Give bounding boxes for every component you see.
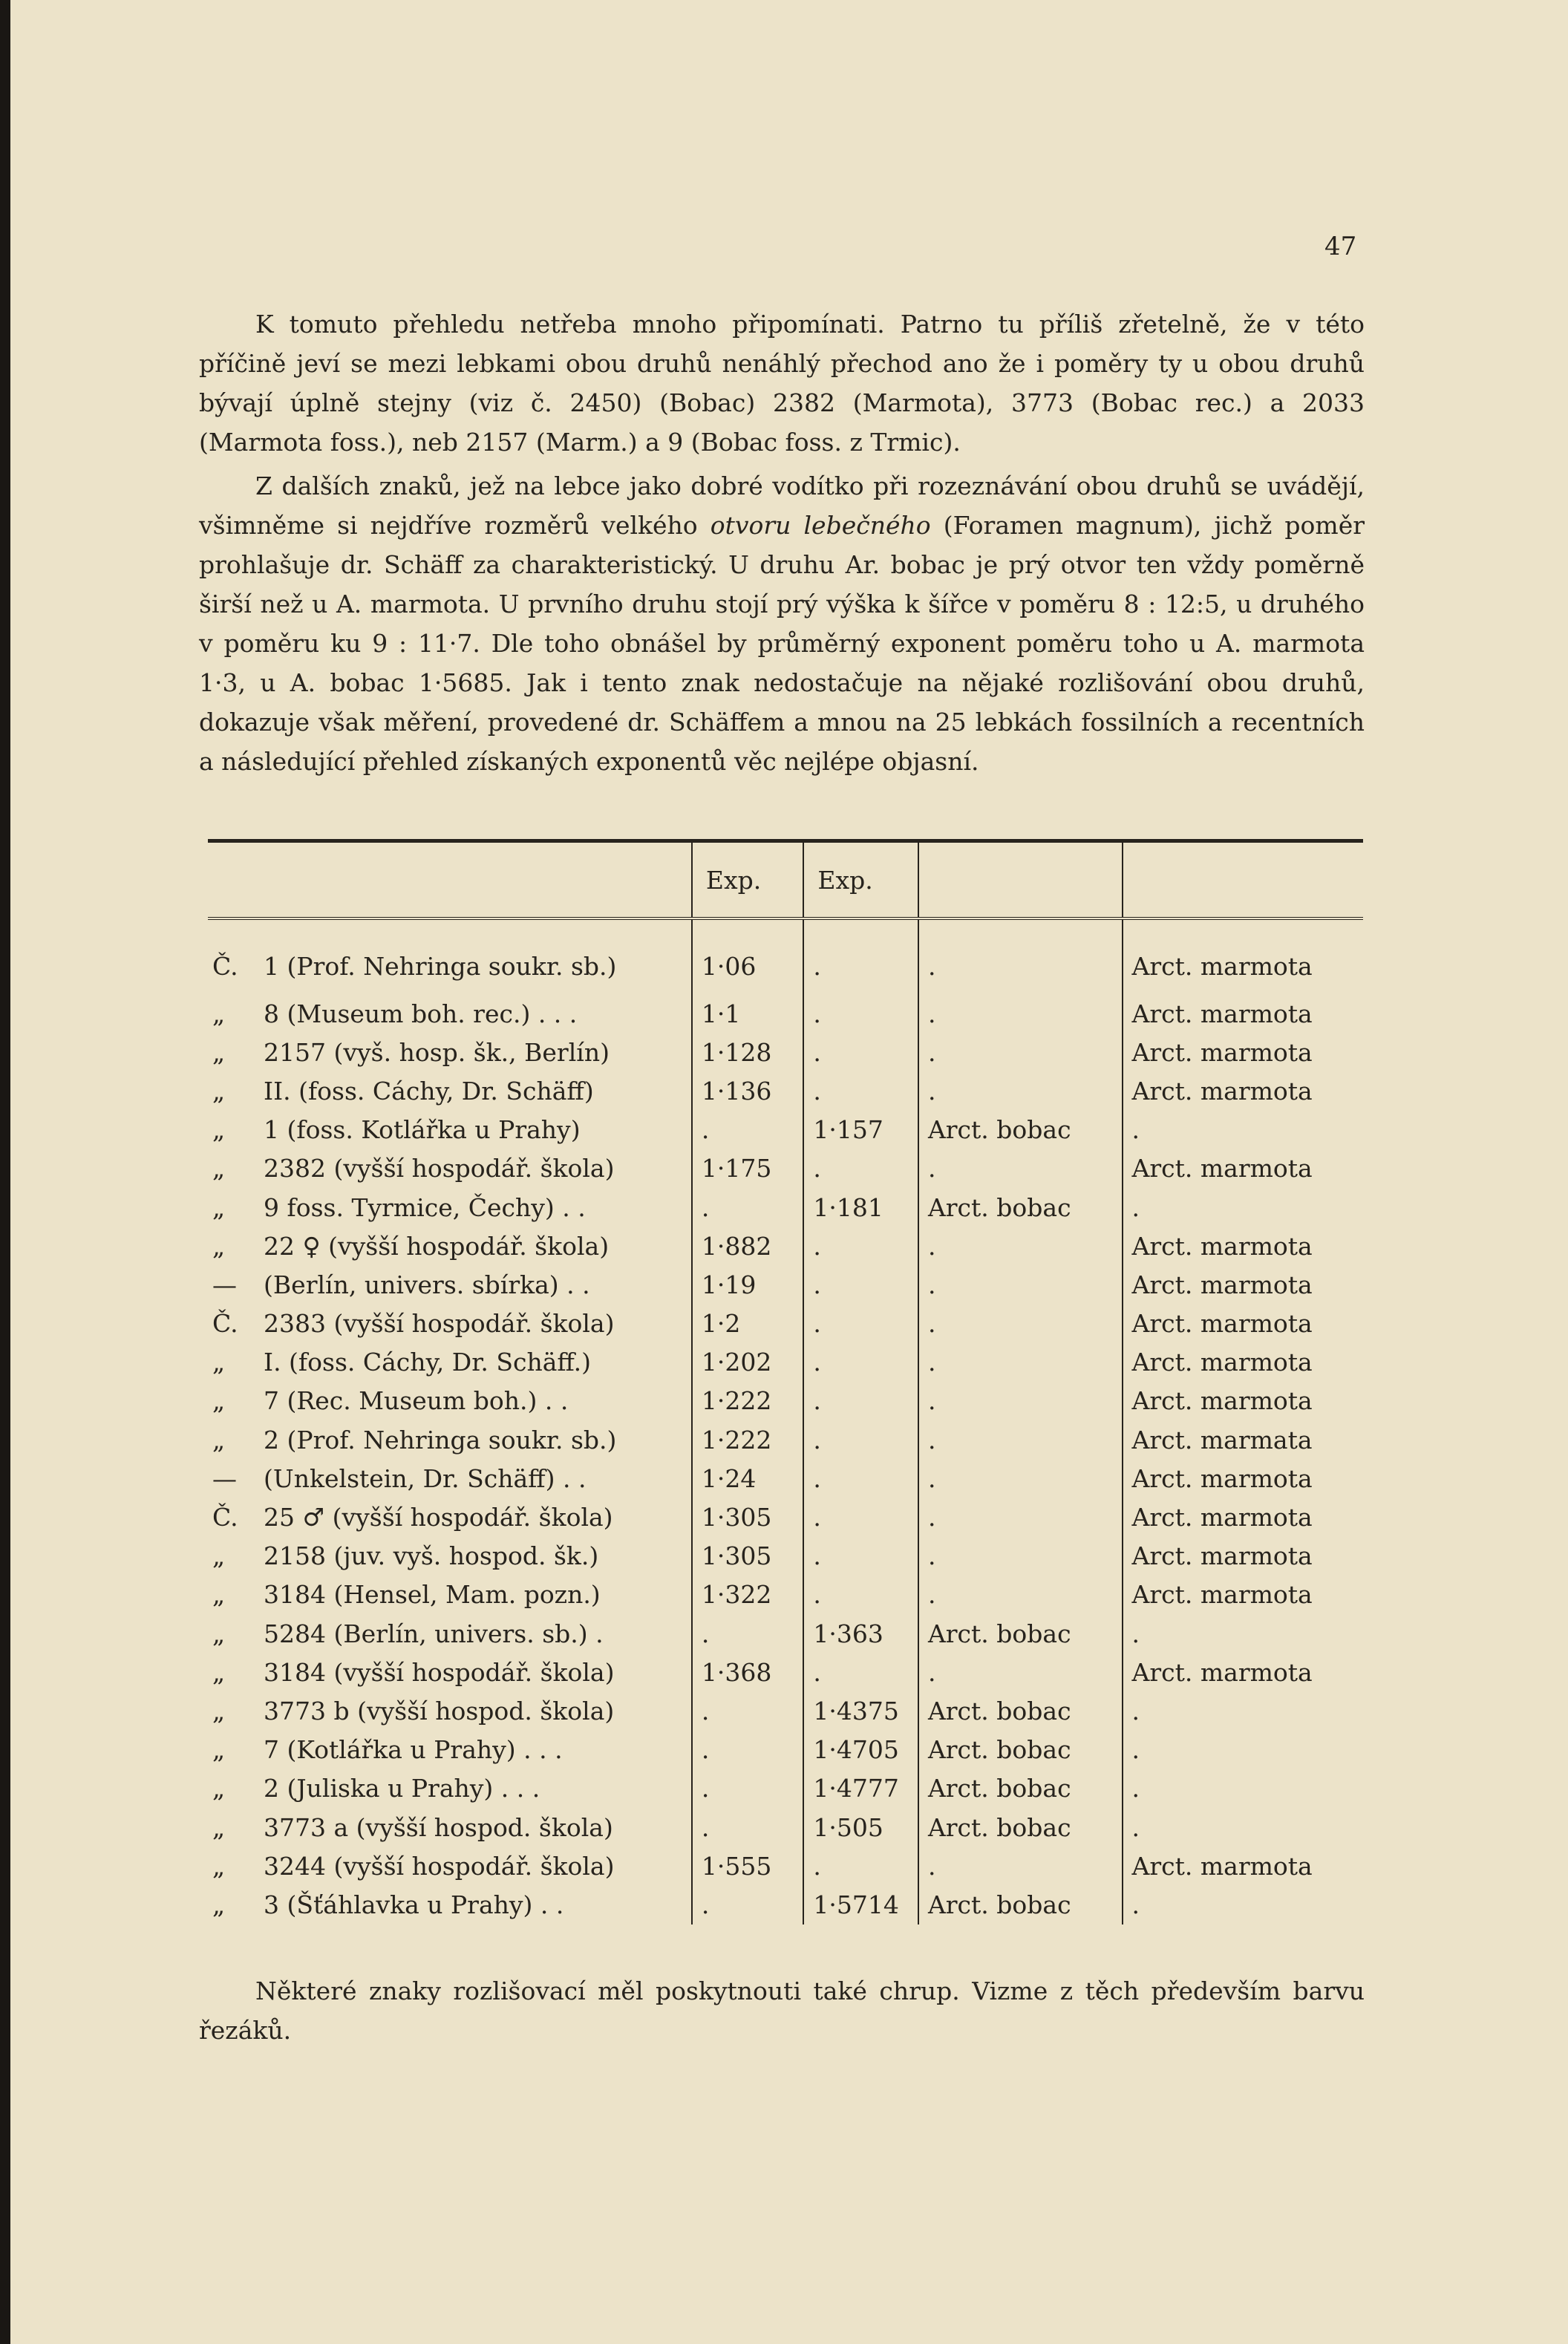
measurements-table-wrap <box>208 839 1363 1925</box>
table-row <box>208 1033 1363 1071</box>
row-prefix: — <box>212 1270 237 1299</box>
table-row <box>208 1537 1363 1576</box>
row-species-bobac: Arct. bobac <box>918 1691 1123 1730</box>
row-species-bobac: Arct. bobac <box>918 1614 1123 1653</box>
row-description: 1 (foss. Kotlářka u Prahy) <box>264 1115 581 1145</box>
row-prefix: Č. <box>212 1309 238 1339</box>
row-prefix: „ <box>212 1348 226 1377</box>
row-exp-1: 1·19 <box>692 1265 804 1304</box>
row-description: 2157 (vyš. hosp. šk., Berlín) <box>264 1037 610 1067</box>
row-exp-1: . <box>692 1111 804 1149</box>
header-blank-2 <box>255 843 692 918</box>
row-prefix: „ <box>212 1735 226 1765</box>
row-description: 3773 b (vyšší hospod. škola) <box>264 1696 615 1726</box>
row-species-bobac: . <box>918 1343 1123 1382</box>
paragraph-2 <box>199 466 1365 781</box>
row-species-marmota: . <box>1123 1769 1363 1808</box>
row-species-bobac: . <box>918 1576 1123 1614</box>
row-description: 2382 (vyšší hospodář. škola) <box>264 1154 615 1184</box>
row-exp-2: 1·181 <box>803 1188 918 1227</box>
row-species-bobac: Arct. bobac <box>918 1808 1123 1847</box>
row-species-bobac: Arct. bobac <box>918 1885 1123 1924</box>
row-exp-1: 1·368 <box>692 1653 804 1691</box>
page <box>10 0 1568 2344</box>
header-blank-4 <box>1123 843 1363 918</box>
row-prefix: „ <box>212 1657 226 1687</box>
header-exp-2: Exp. <box>803 843 918 918</box>
row-exp-2: . <box>803 1420 918 1459</box>
table-row <box>208 1111 1363 1149</box>
table-row <box>208 918 1363 994</box>
row-prefix: „ <box>212 1154 226 1184</box>
row-prefix: „ <box>212 1231 226 1261</box>
row-prefix: „ <box>212 1425 226 1455</box>
row-prefix: Č. <box>212 1503 238 1532</box>
table-row <box>208 1653 1363 1691</box>
body-text <box>199 304 1365 781</box>
row-species-marmota: . <box>1123 1731 1363 1769</box>
row-species-bobac: . <box>918 1382 1123 1420</box>
row-exp-2: . <box>803 918 918 994</box>
row-exp-1: 1·175 <box>692 1149 804 1188</box>
row-description: 3184 (Hensel, Mam. pozn.) <box>264 1580 601 1610</box>
row-species-bobac: . <box>918 1420 1123 1459</box>
table-row <box>208 1265 1363 1304</box>
row-description: (Berlín, univers. sbírka) . . <box>264 1270 590 1299</box>
row-species-bobac: . <box>918 1459 1123 1498</box>
row-exp-2: . <box>803 1265 918 1304</box>
row-species-bobac: Arct. bobac <box>918 1188 1123 1227</box>
row-description: 2383 (vyšší hospodář. škola) <box>264 1309 615 1339</box>
page-number: 47 <box>1324 232 1357 261</box>
row-species-marmota: Arct. marmota <box>1123 1537 1363 1576</box>
row-prefix: „ <box>212 1115 226 1145</box>
row-exp-1: 1·555 <box>692 1847 804 1885</box>
row-species-marmota: Arct. marmota <box>1123 1576 1363 1614</box>
closing-paragraph: Některé znaky rozlišovací měl poskytnouti také chrup. Vizme z těch především barvu řezáků. <box>199 1976 1365 2045</box>
row-species-bobac: Arct. bobac <box>918 1769 1123 1808</box>
row-description: II. (foss. Cáchy, Dr. Schäff) <box>264 1076 594 1106</box>
row-species-marmota: . <box>1123 1111 1363 1149</box>
row-species-bobac: Arct. bobac <box>918 1111 1123 1149</box>
row-description: 25 ♂ (vyšší hospodář. škola) <box>264 1503 613 1532</box>
measurements-table <box>208 839 1363 1925</box>
row-prefix: „ <box>212 1037 226 1067</box>
row-species-marmota: Arct. marmota <box>1123 994 1363 1033</box>
table-row <box>208 1382 1363 1420</box>
row-exp-2: . <box>803 1653 918 1691</box>
row-species-marmota: Arct. marmota <box>1123 1265 1363 1304</box>
row-species-marmota: . <box>1123 1885 1363 1924</box>
row-species-bobac: . <box>918 1071 1123 1110</box>
row-species-bobac: . <box>918 1847 1123 1885</box>
row-species-marmota: . <box>1123 1188 1363 1227</box>
table-row <box>208 1691 1363 1730</box>
row-exp-2: 1·363 <box>803 1614 918 1653</box>
row-description: 8 (Museum boh. rec.) . . . <box>264 999 578 1028</box>
row-species-marmota: . <box>1123 1691 1363 1730</box>
row-species-bobac: . <box>918 1227 1123 1265</box>
table-row <box>208 1188 1363 1227</box>
row-description: 7 (Rec. Museum boh.) . . <box>264 1386 569 1416</box>
row-prefix: „ <box>212 1774 226 1803</box>
row-prefix: „ <box>212 1890 226 1919</box>
row-description: 22 ♀ (vyšší hospodář. škola) <box>264 1231 610 1261</box>
row-prefix: — <box>212 1463 237 1493</box>
row-exp-1: 1·2 <box>692 1305 804 1343</box>
row-exp-2: . <box>803 1227 918 1265</box>
row-species-bobac: . <box>918 1149 1123 1188</box>
table-row <box>208 1769 1363 1808</box>
row-exp-1: . <box>692 1731 804 1769</box>
table-row <box>208 1227 1363 1265</box>
row-prefix: „ <box>212 1696 226 1726</box>
row-description: 7 (Kotlářka u Prahy) . . . <box>264 1735 563 1765</box>
row-exp-1: 1·24 <box>692 1459 804 1498</box>
row-exp-2: . <box>803 1498 918 1536</box>
paragraph-2-part-a: Z dalších znaků, jež na lebce jako dobré vodítko při rozeznávání obou druhů se uvádějí, všimněme si nejdříve rozměrů velkého <box>199 471 1365 540</box>
row-exp-1: 1·06 <box>692 918 804 994</box>
table-row <box>208 1614 1363 1653</box>
row-species-marmota: Arct. marmota <box>1123 1343 1363 1382</box>
row-exp-2: 1·4375 <box>803 1691 918 1730</box>
row-exp-1: 1·305 <box>692 1498 804 1536</box>
row-exp-2: . <box>803 1537 918 1576</box>
row-species-marmota: Arct. marmota <box>1123 1227 1363 1265</box>
row-species-marmota: Arct. marmota <box>1123 1847 1363 1885</box>
table-row <box>208 1071 1363 1110</box>
row-description: 3184 (vyšší hospodář. škola) <box>264 1657 615 1687</box>
row-prefix: „ <box>212 1580 226 1610</box>
row-exp-2: 1·157 <box>803 1111 918 1149</box>
row-species-marmota: Arct. marmata <box>1123 1420 1363 1459</box>
table-row <box>208 1343 1363 1382</box>
row-exp-2: . <box>803 1343 918 1382</box>
row-exp-1: 1·305 <box>692 1537 804 1576</box>
table-row <box>208 1731 1363 1769</box>
row-description: (Unkelstein, Dr. Schäff) . . <box>264 1463 587 1493</box>
row-exp-2: . <box>803 1033 918 1071</box>
row-exp-2: 1·4705 <box>803 1731 918 1769</box>
row-species-bobac: . <box>918 1265 1123 1304</box>
table-row <box>208 994 1363 1033</box>
row-exp-1: . <box>692 1188 804 1227</box>
row-description: 3 (Šťáhlavka u Prahy) . . <box>264 1890 564 1919</box>
row-species-bobac: . <box>918 994 1123 1033</box>
row-prefix: „ <box>212 1851 226 1881</box>
table-row <box>208 1149 1363 1188</box>
row-species-marmota: Arct. marmota <box>1123 1033 1363 1071</box>
row-species-bobac: . <box>918 1498 1123 1536</box>
row-exp-2: . <box>803 1847 918 1885</box>
row-prefix: „ <box>212 1812 226 1842</box>
row-exp-1: . <box>692 1885 804 1924</box>
header-blank-3 <box>918 843 1123 918</box>
row-description: 9 foss. Tyrmice, Čechy) . . <box>264 1192 586 1222</box>
row-exp-1: 1·136 <box>692 1071 804 1110</box>
row-species-marmota: Arct. marmota <box>1123 1459 1363 1498</box>
row-species-marmota: Arct. marmota <box>1123 1653 1363 1691</box>
row-description: 2158 (juv. vyš. hospod. šk.) <box>264 1541 599 1571</box>
row-species-marmota: Arct. marmota <box>1123 1382 1363 1420</box>
row-exp-2: 1·5714 <box>803 1885 918 1924</box>
row-description: 2 (Prof. Nehringa soukr. sb.) <box>264 1425 617 1455</box>
table-row <box>208 1885 1363 1924</box>
row-exp-2: . <box>803 1382 918 1420</box>
header-exp-1: Exp. <box>692 843 804 918</box>
row-exp-2: . <box>803 1071 918 1110</box>
row-prefix: „ <box>212 1386 226 1416</box>
closing-text <box>199 1971 1365 2050</box>
row-species-marmota: Arct. marmota <box>1123 918 1363 994</box>
table-row <box>208 1847 1363 1885</box>
row-species-marmota: Arct. marmota <box>1123 1149 1363 1188</box>
table-row <box>208 1808 1363 1847</box>
row-exp-1: . <box>692 1691 804 1730</box>
table-row <box>208 1305 1363 1343</box>
paragraph-2-emphasis: otvoru lebečného <box>710 511 931 540</box>
row-exp-1: 1·322 <box>692 1576 804 1614</box>
row-description: 3244 (vyšší hospodář. škola) <box>264 1851 615 1881</box>
table-row <box>208 1498 1363 1536</box>
row-prefix: „ <box>212 1619 226 1648</box>
row-exp-1: . <box>692 1614 804 1653</box>
row-exp-2: . <box>803 1305 918 1343</box>
row-description: 1 (Prof. Nehringa soukr. sb.) <box>264 951 617 981</box>
row-exp-1: . <box>692 1808 804 1847</box>
row-species-marmota: Arct. marmota <box>1123 1498 1363 1536</box>
row-species-bobac: . <box>918 918 1123 994</box>
table-row <box>208 1459 1363 1498</box>
row-exp-2: 1·4777 <box>803 1769 918 1808</box>
row-prefix: Č. <box>212 951 238 981</box>
row-description: 3773 a (vyšší hospod. škola) <box>264 1812 613 1842</box>
row-species-bobac: . <box>918 1033 1123 1071</box>
row-exp-2: . <box>803 1576 918 1614</box>
row-exp-2: . <box>803 1149 918 1188</box>
row-prefix: „ <box>212 1192 226 1222</box>
row-description: 2 (Juliska u Prahy) . . . <box>264 1774 540 1803</box>
row-exp-1: 1·128 <box>692 1033 804 1071</box>
row-exp-1: . <box>692 1769 804 1808</box>
header-blank-1 <box>208 843 255 918</box>
row-exp-1: 1·202 <box>692 1343 804 1382</box>
row-exp-1: 1·222 <box>692 1382 804 1420</box>
row-species-marmota: Arct. marmota <box>1123 1305 1363 1343</box>
row-species-bobac: . <box>918 1653 1123 1691</box>
row-species-marmota: . <box>1123 1614 1363 1653</box>
row-species-marmota: Arct. marmota <box>1123 1071 1363 1110</box>
paragraph-2-part-b: (Foramen magnum), jichž poměr prohlašuje dr. Schäff za charakteristický. U druhu Ar. bobac je prý otvor ten vždy poměrně širší než u A. marmota. U prvního druhu stojí prý výška k šířce v poměru 8 : 12:5, u druhého v poměru ku 9 : 11·7. Dle toho obnášel by průměrný exponent poměru toho u A. marmota 1·3, u A. bobac 1·5685. Jak i tento znak nedostačuje na nějaké rozlišování obou druhů, dokazuje však měření, provedené dr. Schäffem a mnou na 25 lebkách fossilních a recentních a následující přehled získaných exponentů věc nejlépe objasní. <box>199 511 1365 776</box>
row-prefix: „ <box>212 1541 226 1571</box>
row-exp-1: 1·1 <box>692 994 804 1033</box>
row-prefix: „ <box>212 1076 226 1106</box>
row-species-marmota: . <box>1123 1808 1363 1847</box>
row-exp-1: 1·882 <box>692 1227 804 1265</box>
table-body <box>208 918 1363 1925</box>
row-species-bobac: . <box>918 1537 1123 1576</box>
table-row <box>208 1576 1363 1614</box>
row-exp-2: . <box>803 994 918 1033</box>
row-description: 5284 (Berlín, univers. sb.) . <box>264 1619 604 1648</box>
row-prefix: „ <box>212 999 226 1028</box>
row-exp-2: . <box>803 1459 918 1498</box>
row-species-bobac: . <box>918 1305 1123 1343</box>
row-description: I. (foss. Cáchy, Dr. Schäff.) <box>264 1348 592 1377</box>
row-exp-1: 1·222 <box>692 1420 804 1459</box>
row-exp-2: 1·505 <box>803 1808 918 1847</box>
paragraph-1: K tomuto přehledu netřeba mnoho připomínati. Patrno tu příliš zřetelně, že v této příčině jeví se mezi lebkami obou druhů nenáhlý přechod ano že i poměry ty u obou druhů bývají úplně stejny (viz č. 2450) (Bobac) 2382 (Marmota), 3773 (Bobac rec.) a 2033 (Marmota foss.), neb 2157 (Marm.) a 9 (Bobac foss. z Trmic). <box>199 310 1365 457</box>
table-row <box>208 1420 1363 1459</box>
row-species-bobac: Arct. bobac <box>918 1731 1123 1769</box>
